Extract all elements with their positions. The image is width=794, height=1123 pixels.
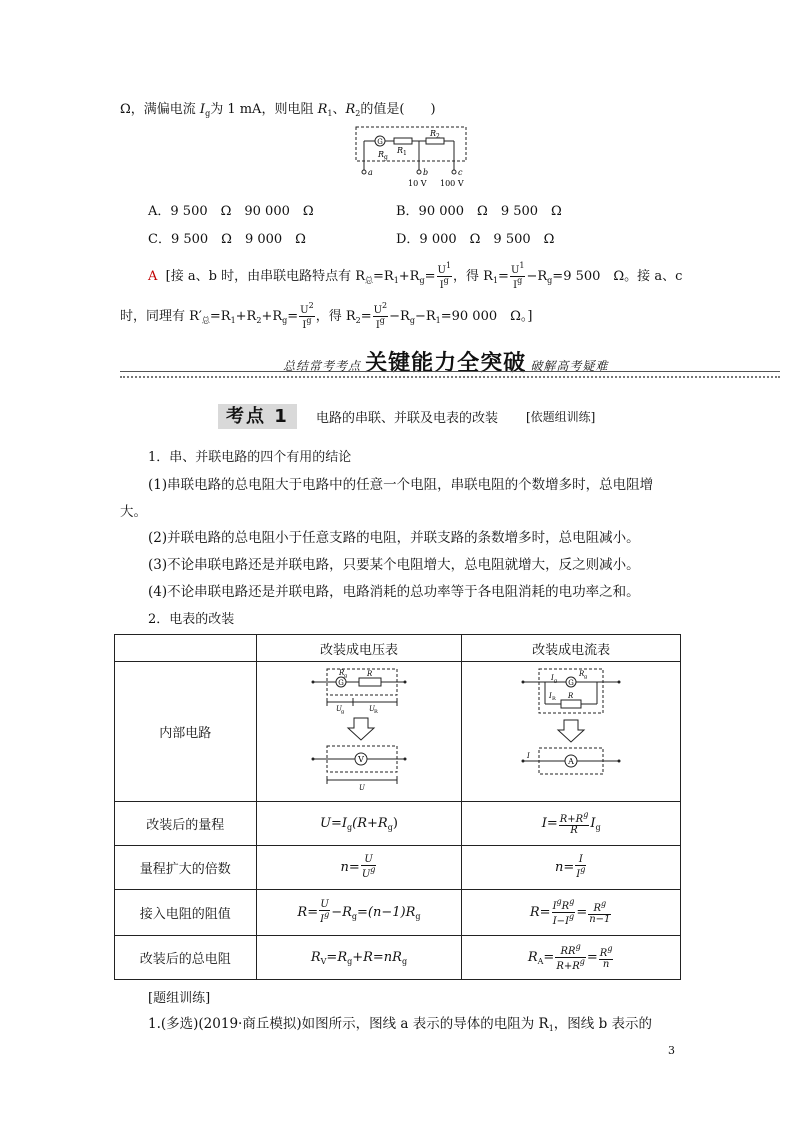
banner-title: 关键能力全突破 [365,351,527,376]
svg-text:R: R [373,708,378,715]
voltmeter-resistor-formula: R= $\frac{U}{I^g}$ $-R_g=(n-1)R_g$ [256,890,462,936]
series-resistor-circuit-diagram [350,124,470,190]
svg-text:R: R [579,669,585,678]
svg-text:R: R [568,691,574,700]
svg-text:1: 1 [403,150,407,157]
table-row [115,635,681,662]
answer-letter: A [148,269,158,284]
ammeter-range-formula: I= $\frac{R+R^g}{R}$ $I_g$ [462,802,681,846]
table-row [115,890,681,936]
paragraph: 大。 [120,504,147,520]
option-d: D．9 000 Ω 9 500 Ω [396,232,555,247]
page-number: 3 [668,1044,675,1057]
section1-heading: 1．串、并联电路的四个有用的结论 [148,450,352,465]
ammeter-conversion-diagram [521,666,621,794]
svg-text:g: g [340,708,345,715]
svg-text:R: R [378,150,385,159]
row-header-resistor: 接入电阻的阻值 [115,890,257,936]
answer-line-1: A [接 a、b 时，由串联电路特点有 $R_总=R_1+R_g=$ $\frac{U^1}{I^g}$ ，得 $R_1=$ $\frac{U^1}{I^g}$ $-R_g=9$ 500 Ω。接 a、c [148,261,683,291]
column-header-voltmeter: 改装成电压表 [256,635,462,662]
table-row [115,802,681,846]
svg-text:R: R [430,129,437,138]
topic-title: 电路的串联、并联及电表的改装 [316,411,499,426]
svg-text:R: R [552,695,556,702]
svg-text:I: I [551,673,554,682]
svg-text:g: g [554,677,558,684]
svg-text:b: b [423,168,429,177]
svg-text:G: G [338,678,344,687]
topic-header [218,402,297,428]
exercise-tag: [题组训练] [148,991,211,1006]
svg-text:2: 2 [436,133,440,140]
ammeter-total-formula: $R_A=$ $\frac{RR^g}{R+R^g}$ = $\frac{R^g}{n}$ [462,936,681,980]
paragraph: (2)并联电路的总电阻小于任意支路的电阻，并联支路的条数增多时，总电阻减小。 [148,530,640,546]
banner-divider [120,371,780,378]
svg-text:g: g [584,673,588,680]
svg-text:a: a [368,168,373,177]
svg-text:R: R [397,146,404,155]
section2-heading: 2．电表的改装 [148,612,235,627]
answer-line-2: 时，同理有 $R'_总=R_1+R_2+R_g=$ $\frac{U^2}{I^g}$ ，得 $R_2=$ $\frac{U^2}{I^g}$ $-R_g-R_1=90$ 000 Ω。] [120,301,533,331]
question-stem: Ω，满偏电流 $I_g$为 1 mA，则电阻 $R_1$、$R_2$的值是( ) [120,102,436,118]
option-c: C．9 500 Ω 9 000 Ω [148,232,306,247]
svg-text:R: R [366,669,373,678]
table-row [115,662,681,802]
svg-text:U: U [335,704,342,713]
svg-text:g: g [384,154,388,161]
section-banner: 总结常考考点 关键能力全突破 破解高考疑难 [283,351,609,376]
svg-text:c: c [458,168,463,177]
paragraph: (1)串联电路的总电阻大于电路中的任意一个电阻，串联电阻的个数增多时，总电阻增 [148,477,654,493]
svg-text:V: V [358,754,364,764]
ammeter-factor-formula: n= $\frac{I}{I^g}$ [462,846,681,890]
voltmeter-range-formula: $U=I_g(R+R_g)$ [256,802,462,846]
svg-text:A: A [568,756,575,766]
table-row [115,846,681,890]
svg-text:10 V: 10 V [408,179,427,188]
ammeter-resistor-formula: R= $\frac{I^gR^g}{I-I^g}$ = $\frac{R^g}{n-1}$ [462,890,681,936]
svg-text:G: G [568,678,574,687]
topic-tag: [依题组训练] [526,410,596,424]
svg-text:I: I [527,751,530,760]
voltmeter-circuit-cell [256,662,462,802]
option-b: B．90 000 Ω 9 500 Ω [396,204,562,219]
row-header-factor: 量程扩大的倍数 [115,846,257,890]
svg-text:R: R [338,668,345,677]
paragraph: (3)不论串联电路还是并联电路，只要某个电阻增大，总电阻就增大，反之则减小。 [148,557,640,573]
row-header-circuit: 内部电路 [115,662,257,802]
topic-label: 考点 1 [218,404,297,429]
voltmeter-total-formula: $R_V=R_g+R=nR_g$ [256,936,462,980]
svg-text:U: U [358,783,365,792]
meter-conversion-table [114,634,681,980]
row-header-range: 改装后的量程 [115,802,257,846]
svg-text:g: g [343,672,348,679]
voltmeter-conversion-diagram [309,666,409,794]
table-cell [115,635,257,662]
voltmeter-factor-formula: n= $\frac{U}{U^g}$ [256,846,462,890]
ammeter-circuit-cell [462,662,681,802]
svg-text:100 V: 100 V [440,179,464,188]
option-a: A．9 500 Ω 90 000 Ω [148,204,314,219]
svg-text:I: I [549,691,552,700]
exercise-question-1: 1.(多选)(2019·商丘模拟)如图所示，图线 a 表示的导体的电阻为 $R_1$，图线 b 表示的 [148,1016,653,1033]
table-row [115,936,681,980]
svg-text:G: G [377,138,383,146]
row-header-total: 改装后的总电阻 [115,936,257,980]
svg-text:U: U [368,704,375,713]
paragraph: (4)不论串联电路还是并联电路，电路消耗的总功率等于各电阻消耗的电功率之和。 [148,584,640,600]
column-header-ammeter: 改装成电流表 [462,635,681,662]
